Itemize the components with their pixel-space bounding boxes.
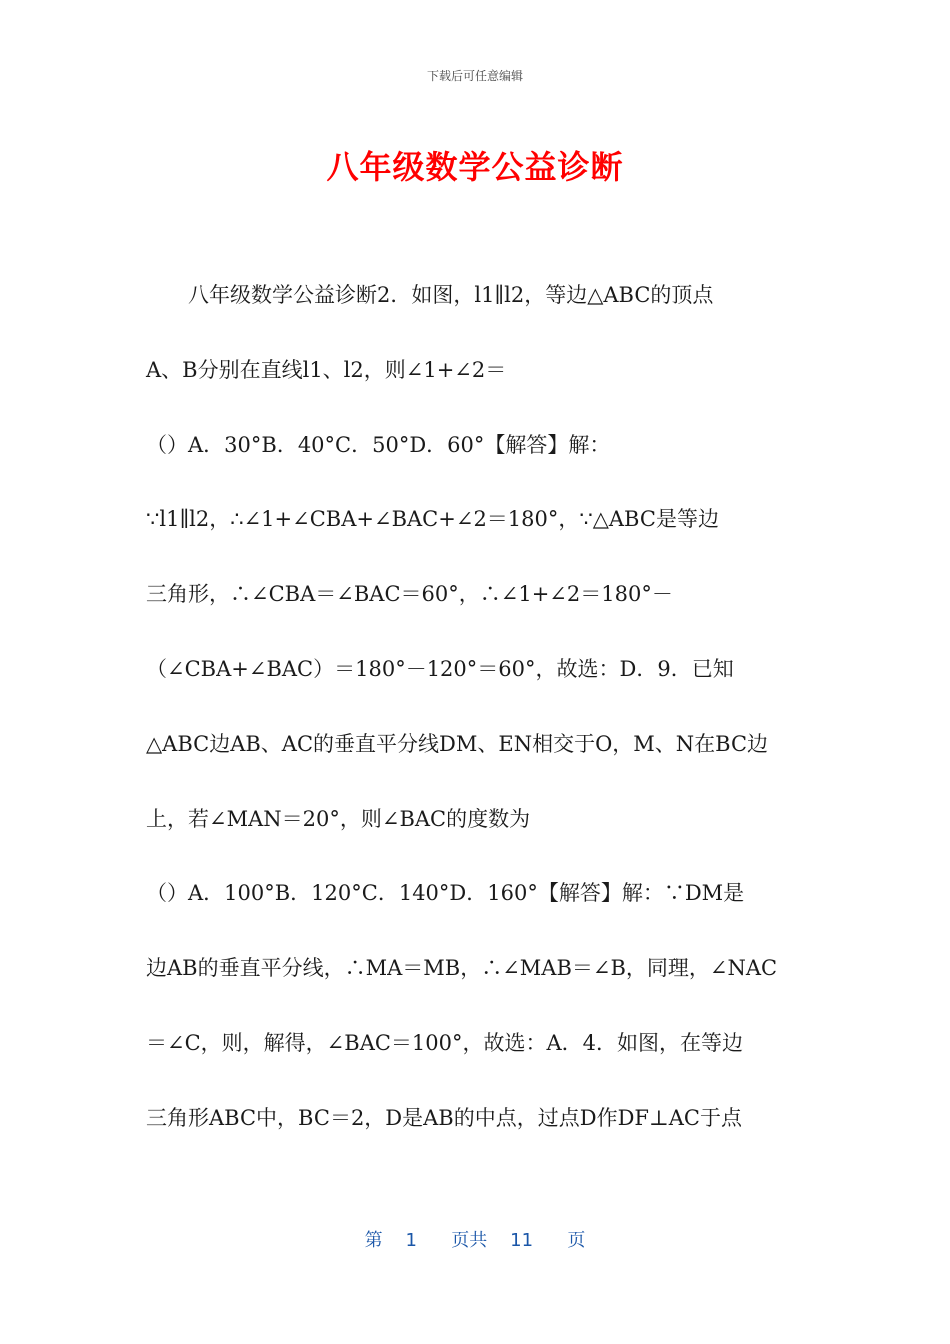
- body-line: ＝∠C，则，解得，∠BAC＝100°，故选：A．4．如图，在等边: [146, 1030, 744, 1055]
- body-line: （）A．30°B．40°C．50°D．60°【解答】解：: [146, 432, 611, 457]
- page-footer: [0, 1226, 950, 1252]
- body-line: 上，若∠MAN＝20°，则∠BAC的度数为: [146, 806, 531, 831]
- body-line: 八年级数学公益诊断2．如图，l1∥l2，等边△ABC的顶点: [146, 283, 714, 307]
- footer-prefix: 第: [364, 1230, 383, 1251]
- document-title: 八年级数学公益诊断: [326, 148, 624, 186]
- body-line: （∠CBA+∠BAC）＝180°－120°＝60°，故选：D．9．已知: [146, 656, 734, 681]
- footer-middle: 页共: [451, 1230, 488, 1251]
- body-line: ∵l1∥l2，∴∠1+∠CBA+∠BAC+∠2＝180°，∵△ABC是等边: [146, 507, 719, 532]
- body-line: △ABC边AB、AC的垂直平分线DM、EN相交于O，M、N在BC边: [146, 731, 769, 756]
- body-line: 三角形，∴∠CBA＝∠BAC＝60°，∴∠1+∠2＝180°－: [146, 582, 673, 607]
- body-line: 边AB的垂直平分线，∴MA＝MB，∴∠MAB＝∠B，同理，∠NAC: [146, 956, 778, 981]
- body-line: 三角形ABC中，BC＝2，D是AB的中点，过点D作DF⊥AC于点: [146, 1105, 742, 1130]
- footer-suffix: 页: [567, 1230, 586, 1251]
- body-line: （）A．100°B．120°C．140°D．160°【解答】解：∵DM是: [146, 881, 745, 906]
- footer-total-pages: 11: [510, 1230, 534, 1251]
- body-line: A、B分别在直线l1、l2，则∠1+∠2＝: [146, 357, 507, 382]
- document-body: [146, 258, 806, 1156]
- footer-page-number: 1: [405, 1230, 417, 1251]
- header-note: 下载后可任意编辑: [426, 69, 523, 83]
